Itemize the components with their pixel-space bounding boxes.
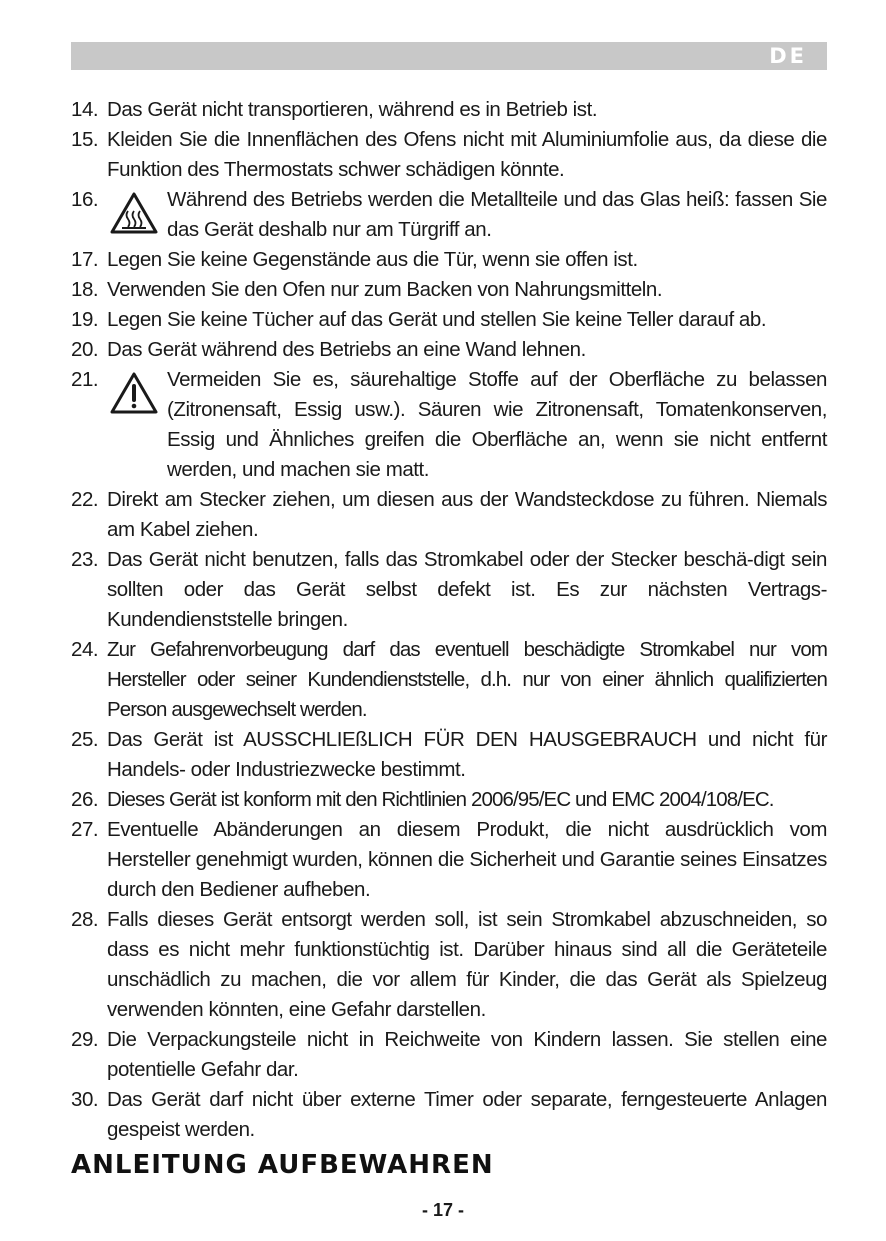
item-text: Falls dieses Gerät entsorgt werden soll, ist sein Stromkabel abzuschneiden, so dass es nicht mehr funktionstüchtig ist. Darüber hinaus sind all die Geräteteile unschädlich zu machen, die vor allem für Kinder, die das Gerät als Spielzeug verwenden könnten, eine Gefahr darstellen.	[107, 908, 827, 1021]
item-text: Legen Sie keine Tücher auf das Gerät und stellen Sie keine Teller darauf ab.	[107, 308, 767, 331]
item-number: 28.	[71, 908, 99, 931]
item-number: 26.	[71, 788, 99, 811]
item-number: 19.	[71, 308, 99, 331]
hot-surface-warning-icon	[107, 185, 167, 245]
item-number: 23.	[71, 548, 99, 571]
item-text: Zur Gefahrenvorbeugung darf das eventuell beschädigte Stromkabel nur vom Hersteller oder seiner Kundendienststelle, d.h. nur von einer ähnlich qualifizierten Person ausgewechselt werden.	[107, 638, 827, 721]
item-text: Direkt am Stecker ziehen, um diesen aus der Wandsteckdose zu führen. Niemals am Kabel ziehen.	[107, 488, 827, 541]
item-text: Legen Sie keine Gegenstände aus die Tür, wenn sie offen ist.	[107, 248, 638, 271]
item-number: 21.	[71, 368, 99, 391]
item-text: Dieses Gerät ist konform mit den Richtlinien 2006/95/EC und EMC 2004/108/EC.	[107, 788, 774, 811]
list-item	[71, 125, 827, 185]
page-number: - 17 -	[421, 1200, 464, 1220]
header-bar	[71, 42, 827, 70]
item-number: 15.	[71, 128, 99, 151]
list-item	[71, 245, 827, 275]
item-text: Die Verpackungsteile nicht in Reichweite von Kindern lassen. Sie stellen eine potentielle Gefahr dar.	[107, 1028, 827, 1081]
item-text: Das Gerät ist AUSSCHLIEßLICH FÜR DEN HAUSGEBRAUCH und nicht für Handels- oder Industriezwecke bestimmt.	[107, 728, 827, 781]
list-item	[71, 485, 827, 545]
list-item	[71, 635, 827, 725]
item-text: Das Gerät nicht benutzen, falls das Stromkabel oder der Stecker beschä-digt sein sollten oder das Gerät selbst defekt ist. Es zur nächsten Vertrags-Kundendienststelle bringen.	[107, 548, 827, 631]
item-text: Das Gerät während des Betriebs an eine Wand lehnen.	[107, 338, 586, 361]
list-item	[71, 725, 827, 785]
item-number: 24.	[71, 638, 99, 661]
item-number: 27.	[71, 818, 99, 841]
item-text: Das Gerät darf nicht über externe Timer oder separate, ferngesteuerte Anlagen gespeist werden.	[107, 1088, 827, 1141]
list-item	[71, 545, 827, 635]
list-item	[71, 185, 827, 245]
item-number: 17.	[71, 248, 99, 271]
list-item	[71, 1085, 827, 1145]
language-tag: DE	[769, 44, 807, 68]
item-number: 16.	[71, 188, 99, 211]
item-text: Das Gerät nicht transportieren, während es in Betrieb ist.	[107, 98, 598, 121]
item-number: 18.	[71, 278, 99, 301]
safety-instructions-list	[71, 95, 827, 1145]
caution-warning-icon	[107, 365, 167, 425]
list-item	[71, 1025, 827, 1085]
list-item	[71, 905, 827, 1025]
list-item	[71, 305, 827, 335]
list-item	[71, 365, 827, 485]
list-item	[71, 815, 827, 905]
item-number: 30.	[71, 1088, 99, 1111]
item-number: 25.	[71, 728, 99, 751]
item-number: 29.	[71, 1028, 99, 1051]
list-item	[71, 95, 827, 125]
item-number: 20.	[71, 338, 99, 361]
item-number: 14.	[71, 98, 99, 121]
item-number: 22.	[71, 488, 99, 511]
list-item	[71, 275, 827, 305]
item-text: Eventuelle Abänderungen an diesem Produkt, die nicht ausdrücklich vom Hersteller genehmigt wurden, können die Sicherheit und Garantie seines Einsatzes durch den Bediener aufheben.	[107, 818, 827, 901]
item-text: Während des Betriebs werden die Metallteile und das Glas heiß: fassen Sie das Gerät deshalb nur am Türgriff an.	[167, 188, 827, 241]
item-text: Vermeiden Sie es, säurehaltige Stoffe auf der Oberfläche zu belassen (Zitronensaft, Essig usw.). Säuren wie Zitronensaft, Tomatenkonserven, Essig und Ähnliches greifen die Oberfläche an, wenn sie nicht entfernt werden, und machen sie matt.	[167, 368, 827, 481]
item-text: Kleiden Sie die Innenflächen des Ofens nicht mit Aluminiumfolie aus, da diese die Funktion des Thermostats schwer schädigen könnte.	[107, 128, 827, 181]
list-item	[71, 785, 827, 815]
list-item	[71, 335, 827, 365]
item-text: Verwenden Sie den Ofen nur zum Backen von Nahrungsmitteln.	[107, 278, 663, 301]
section-heading: ANLEITUNG AUFBEWAHREN	[71, 1150, 494, 1180]
